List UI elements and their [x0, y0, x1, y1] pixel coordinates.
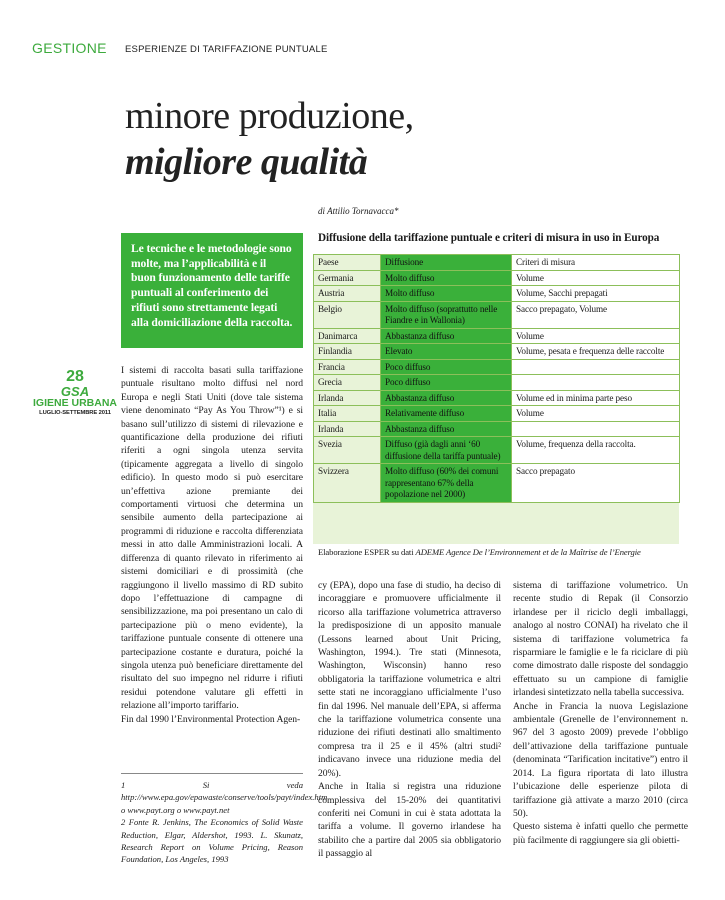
- table-cell: Danimarca: [314, 328, 381, 344]
- table-cell: Abbastanza diffuso: [381, 421, 512, 437]
- table-cell: [512, 421, 680, 437]
- table-cell: Italia: [314, 406, 381, 422]
- table-cell: Paese: [314, 255, 381, 271]
- table-cell: Volume: [512, 406, 680, 422]
- table-cell: Abbastanza diffuso: [381, 390, 512, 406]
- page-number: 28: [66, 368, 84, 385]
- topic-label: ESPERIENZE DI TARIFFAZIONE PUNTUALE: [125, 44, 328, 55]
- table-caption: [318, 547, 683, 557]
- table-cell: Molto diffuso (soprattutto nelle Fiandre e in Wallonia): [381, 301, 512, 328]
- table-row: [314, 437, 680, 464]
- table-row: [314, 270, 680, 286]
- table-cell: Molto diffuso: [381, 286, 512, 302]
- magazine-name: IGIENE URBANA: [32, 397, 117, 409]
- table-cell: Svezia: [314, 437, 381, 464]
- body-column-3: [513, 579, 688, 847]
- footnotes: [121, 779, 328, 866]
- table-cell: Svizzera: [314, 464, 381, 503]
- table-cell: Austria: [314, 286, 381, 302]
- table-cell: Relativamente diffuso: [381, 406, 512, 422]
- table-title: Diffusione della tariffazione puntuale e criteri di misura in uso in Europa: [318, 232, 660, 244]
- table-row: [314, 286, 680, 302]
- table-row: [314, 359, 680, 375]
- table-cell: Irlanda: [314, 421, 381, 437]
- table-cell: Molto diffuso: [381, 270, 512, 286]
- paragraph: Questo sistema è infatti quello che permette più facilmente di raggiungere sia gli obietti-: [513, 821, 688, 846]
- footnote: 2 Fonte R. Jenkins, The Economics of Solid Waste Reduction, Elgar, Aldershot, 1993. L. Skunatz, Research Report on Volume Pricing, Reason Foundation, Los Angeles, 1993: [121, 817, 303, 865]
- table-cell: Poco diffuso: [381, 375, 512, 391]
- table-cell: [512, 375, 680, 391]
- table-cell: Molto diffuso (60% dei comuni rappresentano 67% della popolazione nel 2000): [381, 464, 512, 503]
- table-cell: Volume ed in minima parte peso: [512, 390, 680, 406]
- table-cell: Finlandia: [314, 344, 381, 360]
- table-header-row: [314, 255, 680, 271]
- table-cell: Irlanda: [314, 390, 381, 406]
- article-author: di Attilio Tornavacca*: [318, 206, 399, 216]
- table-cell: Grecia: [314, 375, 381, 391]
- paragraph: cy (EPA), dopo una fase di studio, ha deciso di incoraggiare e promuovere ufficialmente il ricorso alla tariffazione volumetrica attraverso la predisposizione di un apposito manuale (Lessons learned about Unit Pricing, Washington, 1994.). Tre stati (Minnesota, Washington, Wisconsin) hanno reso obbligatoria la tariffazione volumetrica e altri sette stati ne incoraggiano ufficialmente l’uso fin dal 1996. Nel manuale dell’EPA, si afferma che la tariffazione volumetrica consente una riduzione dei rifiuti destinati allo smaltimento compresa tra il 25 e il 45% (altri studi² indicavano invece una riduzione media del 20%).: [318, 580, 501, 779]
- table-row: [314, 406, 680, 422]
- table-cell: Francia: [314, 359, 381, 375]
- table-cell: Poco diffuso: [381, 359, 512, 375]
- paragraph: Anche in Italia si registra una riduzione complessiva del 15-20% dei quantitativi conferiti nei Comuni in cui è stata adottata la tariffa a volume. Il governo irlandese ha stabilito che a partire dal 2005 sia obbligatorio il passaggio al: [318, 781, 501, 860]
- table-row: [314, 328, 680, 344]
- table-cell: Sacco prepagato: [512, 464, 680, 503]
- body-column-2: [318, 579, 501, 861]
- table-cell: Volume, pesata e frequenza delle raccolte: [512, 344, 680, 360]
- table-row: [314, 344, 680, 360]
- table-cell: Volume, Sacchi prepagati: [512, 286, 680, 302]
- table-panel: [313, 254, 679, 544]
- table-cell: Belgio: [314, 301, 381, 328]
- magazine-badge: [30, 369, 120, 417]
- article-title-line2: migliore qualità: [125, 141, 368, 183]
- magazine-date: LUGLIO-SETTEMBRE 2011: [39, 409, 111, 416]
- table-cell: Diffusione: [381, 255, 512, 271]
- paragraph: Fin dal 1990 l’Environmental Protection Agen-: [121, 713, 301, 725]
- paragraph: I sistemi di raccolta basati sulla tariffazione puntuale risultano molto diffusi nel nord Europa e negli Stati Uniti (dove tale sistema viene denominato “Pay As You Throw”¹) e si basano sull’utilizzo di sistemi di rilevazione e quantificazione della produzione dei rifiuti riferiti a ogni singola utenza servita (tipicamente aggregata a livello di singolo edificio). In questo modo si può esercitare un’effettiva azione premiante dei comportamenti virtuosi che determina un sensibile aumento della partecipazione ai programmi di riduzione e raccolta differenziata messi in atto dalle Amministrazioni locali. A differenza di quanto rilevato in riferimento ai sistemi domiciliari e di prossimità (che raggiungono il livello massimo di RD subito dopo l’effettuazione di campagne di sensibilizzazione, ma poi presentano un calo di partecipazione più o meno evidente), la tariffazione puntuale consente di ottenere una partecipazione costante e duratura, poiché la singola utenza può beneficiare direttamente del risultato del suo impegno nel ridurre i rifiuti residui potendone valutare gli effetti in relazione all’importo tariffario.: [121, 365, 303, 712]
- table-row: [314, 421, 680, 437]
- caption-prefix: Elaborazione ESPER su dati: [318, 547, 416, 557]
- diffusion-table: [313, 254, 680, 503]
- table-row: [314, 390, 680, 406]
- table-cell: Sacco prepagato, Volume: [512, 301, 680, 328]
- footnote-rule: [121, 773, 303, 774]
- table-cell: [512, 359, 680, 375]
- table-cell: Volume: [512, 328, 680, 344]
- footnote: 1 Si veda http://www.epa.gov/epawaste/conserve/tools/payt/index.htm o www.payt.org o www.payt.net: [121, 780, 328, 815]
- table-cell: Diffuso (già dagli anni ‘60 diffusione della tariffa puntuale): [381, 437, 512, 464]
- table-row: [314, 375, 680, 391]
- body-column-1: [121, 364, 303, 726]
- lead-box: Le tecniche e le metodologie sono molte, ma l’applicabilità e il buon funzionamento delle tariffe puntuali al conferimento dei rifiuti sono strettamente legati alla domiciliazione della raccolta.: [121, 233, 303, 348]
- paragraph: Anche in Francia la nuova Legislazione ambientale (Grenelle de l’environnement n. 967 del 3 agosto 2009) prevede l’obbligo dell’attivazione della tariffazione puntuale (denominata “Tarification incitative”) entro il 2014. La figura riportata di lato illustra l’ubicazione delle esperienze pilota di tariffazione già attivate a marzo 2010 (circa 50).: [513, 700, 688, 819]
- table-cell: Abbastanza diffuso: [381, 328, 512, 344]
- paragraph: sistema di tariffazione volumetrico. Un recente studio di Repak (il Consorzio irlandese per il riciclo degli imballaggi, analogo al nostro CONAI) ha rivelato che il sistema di tariffazione volumetrica fa risparmiare le famiglie e le fa riciclare di più come dimostrato dalle risposte del sondaggio effettuato su un campione di famiglie irlandesi sintetizzato nella tabella successiva.: [513, 580, 688, 699]
- magazine-brand: GSA: [60, 384, 90, 399]
- table-cell: Elevato: [381, 344, 512, 360]
- table-cell: Criteri di misura: [512, 255, 680, 271]
- section-label: GESTIONE: [32, 40, 107, 56]
- caption-source: ADEME Agence De l’Environnement et de la Maîtrise de l’Energie: [415, 547, 641, 557]
- table-row: [314, 464, 680, 503]
- article-title-line1: minore produzione,: [125, 95, 414, 137]
- table-cell: Volume, frequenza della raccolta.: [512, 437, 680, 464]
- table-cell: Volume: [512, 270, 680, 286]
- table-cell: Germania: [314, 270, 381, 286]
- table-row: [314, 301, 680, 328]
